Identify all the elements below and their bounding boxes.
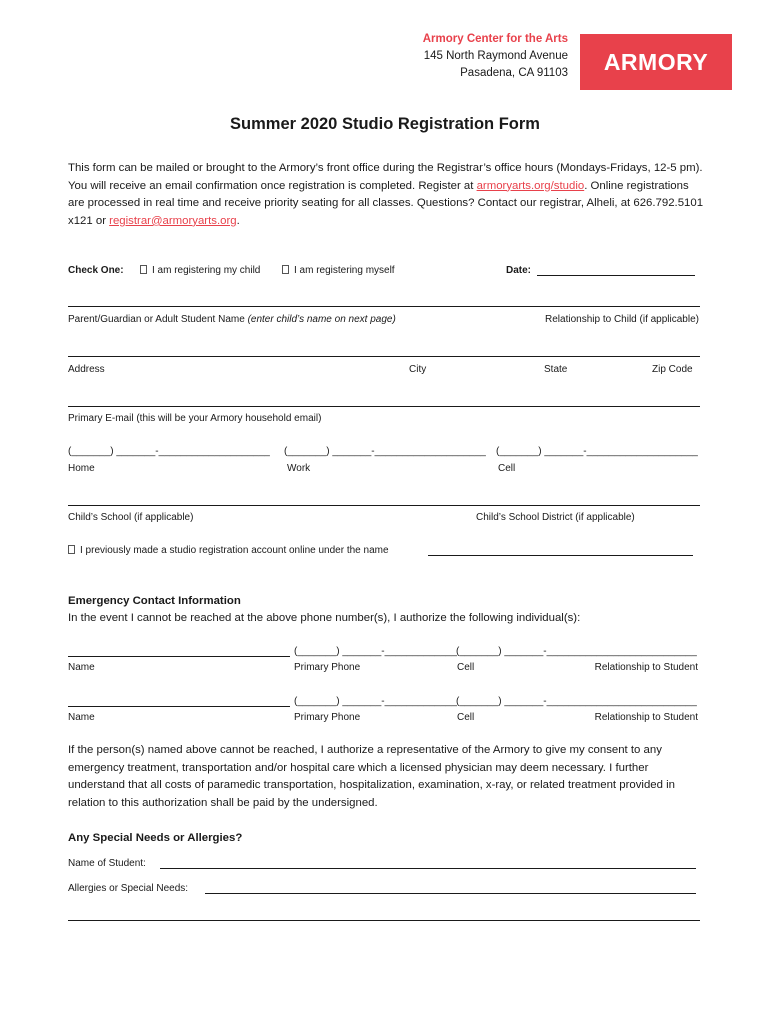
studio-link[interactable]: armoryarts.org/studio: [476, 179, 585, 192]
registrar-email-link[interactable]: registrar@armoryarts.org: [109, 214, 237, 227]
cell-label: Cell: [498, 463, 516, 474]
emergency-name-label: Name: [68, 712, 95, 723]
allergies-field[interactable]: [205, 893, 696, 894]
parent-name-field[interactable]: [68, 306, 700, 307]
emergency-relationship-label: Relationship to Student: [594, 662, 698, 673]
emergency-name-field-2[interactable]: [68, 706, 290, 707]
emergency-phone-field-1[interactable]: (_______) _______-_____________: [294, 646, 457, 657]
parent-name-note: (enter child’s name on next page): [247, 314, 396, 325]
allergies-label: Allergies or Special Needs:: [68, 883, 189, 894]
emergency-primary-phone-label: Primary Phone: [294, 712, 361, 723]
option-registering-child[interactable]: [140, 265, 260, 276]
emergency-name-field-1[interactable]: [68, 656, 290, 657]
work-label: Work: [287, 463, 311, 474]
intro-text: .: [236, 214, 240, 227]
emergency-primary-phone-label: Primary Phone: [294, 662, 361, 673]
consent-paragraph: If the person(s) named above cannot be reached, I authorize a representative of the Armory to give my consent to any emergency treatment, transportation and/or hospital care which a licensed physician may deem necessary. I further understand that all costs of paramedic transportation, hospitalization, examination, x-ray, or related treatment provided in relation to this authorization shall be paid by the undersigned.: [68, 744, 675, 809]
zip-label: Zip Code: [652, 364, 693, 375]
org-address-line2: Pasadena, CA 91103: [460, 67, 568, 79]
check-one-label: Check One:: [68, 265, 124, 276]
checkbox-self[interactable]: [282, 265, 289, 274]
armory-logo: [580, 34, 732, 90]
state-label: State: [544, 364, 568, 375]
option-self-label: I am registering myself: [294, 265, 395, 276]
intro-text: This form can be mailed or brought to the Armory’s front office during the Registrar’s office hours (Mondays-Fridays, 12-5 pm). You will receive an email confirmation once registration is completed. Register at: [68, 162, 703, 192]
option-registering-self[interactable]: [282, 265, 395, 276]
address-label: Address: [68, 364, 105, 375]
previous-account-name-field[interactable]: [428, 555, 693, 556]
work-phone-field[interactable]: (_______) _______-____________________: [284, 446, 486, 457]
emergency-cell-label: Cell: [457, 712, 475, 723]
address-field[interactable]: [68, 356, 700, 357]
date-field[interactable]: [537, 275, 695, 276]
previous-account-label: I previously made a studio registration account online under the name: [80, 545, 389, 556]
checkbox-previous-account[interactable]: [68, 545, 75, 554]
city-label: City: [409, 364, 427, 375]
logo-text: ARMORY: [603, 48, 709, 75]
district-label: Child’s School District (if applicable): [476, 512, 635, 523]
previous-account-option[interactable]: [68, 545, 389, 556]
emergency-cell-field-1[interactable]: (_______) _______-___________________________: [456, 646, 697, 657]
emergency-name-label: Name: [68, 662, 95, 673]
checkbox-child[interactable]: [140, 265, 147, 274]
parent-name-label: Parent/Guardian or Adult Student Name (enter child’s name on next page): [68, 314, 396, 325]
home-label: Home: [68, 463, 95, 474]
school-label: Child’s School (if applicable): [68, 512, 194, 523]
student-name-field[interactable]: [160, 868, 696, 869]
emergency-relationship-label: Relationship to Student: [594, 712, 698, 723]
special-needs-heading: Any Special Needs or Allergies?: [68, 832, 243, 844]
email-label: Primary E-mail (this will be your Armory household email): [68, 413, 322, 424]
relationship-label: Relationship to Child (if applicable): [545, 314, 699, 325]
option-child-label: I am registering my child: [152, 265, 261, 276]
emergency-cell-field-2[interactable]: (_______) _______-___________________________: [456, 696, 697, 707]
cell-phone-field[interactable]: (_______) _______-____________________: [496, 446, 698, 457]
allergies-field-continued[interactable]: [68, 920, 700, 921]
school-field[interactable]: [68, 505, 700, 506]
date-label: Date:: [506, 265, 532, 276]
home-phone-field[interactable]: (_______) _______-____________________: [68, 446, 270, 457]
intro-paragraph: [68, 160, 708, 230]
email-field[interactable]: [68, 406, 700, 407]
intro-text: . Online registrations are processed in real time and receive priority seating for all classes. Questions? Contact our registrar, Alheli, at 626.792.5101 x121 or: [68, 179, 704, 227]
student-name-label: Name of Student:: [68, 858, 146, 869]
emergency-heading: Emergency Contact Information: [68, 595, 241, 607]
emergency-cell-label: Cell: [457, 662, 475, 673]
emergency-phone-field-2[interactable]: (_______) _______-_____________: [294, 696, 457, 707]
org-address-line1: 145 North Raymond Avenue: [423, 50, 568, 62]
org-name: Armory Center for the Arts: [422, 33, 568, 45]
emergency-subtext: In the event I cannot be reached at the above phone number(s), I authorize the following individual(s):: [68, 612, 581, 624]
form-title: Summer 2020 Studio Registration Form: [230, 115, 540, 133]
